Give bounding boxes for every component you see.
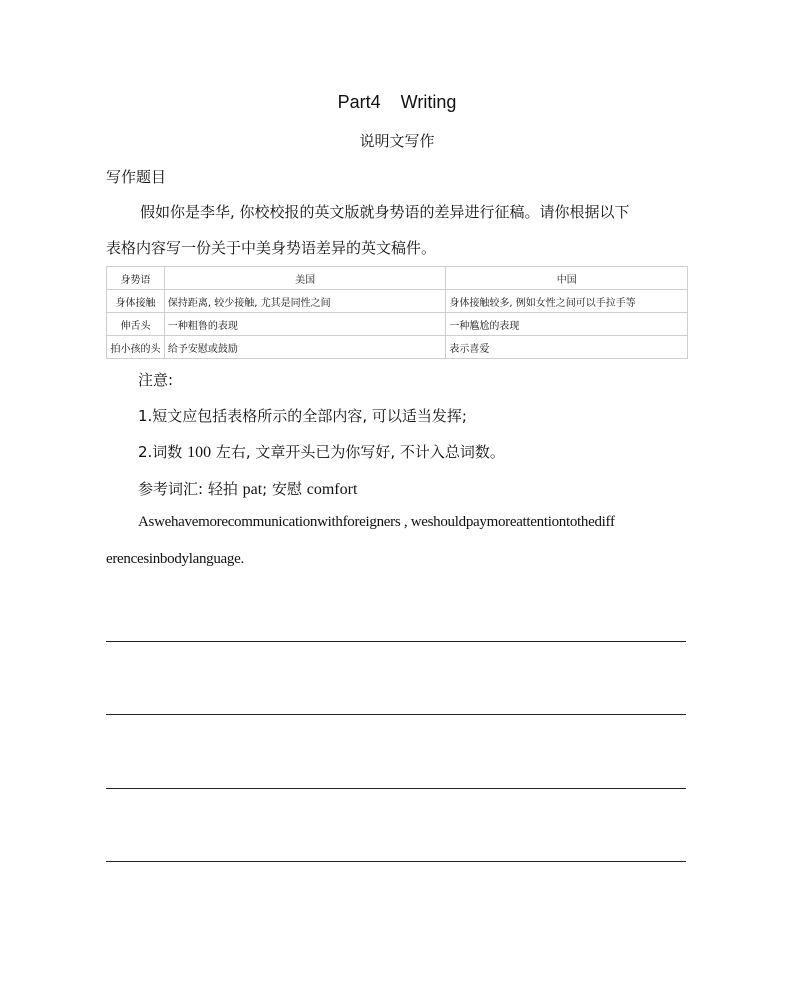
notes-heading: 注意: (138, 371, 174, 389)
note-item-2-post: 左右, 文章开头已为你写好, 不计入总词数。 (211, 443, 505, 461)
prompt-text-1: 假如你是李华, 你校校报的英文版就身势语的差异进行征稿。请你根据以下 (140, 203, 630, 221)
answer-line[interactable] (106, 861, 686, 862)
note-item-1: 1.短文应包括表格所示的全部内容, 可以适当发挥; (138, 407, 467, 425)
table-cell: 拍小孩的头 (107, 336, 165, 359)
table-header-row (107, 267, 688, 290)
vocab-mid: ; 安慰 (262, 480, 307, 498)
page-title: Part4 Writing (337, 92, 457, 112)
table-row (107, 313, 688, 336)
essay-opening-line-2: erencesinbodylanguage. (106, 551, 244, 567)
word-count: 100 (187, 444, 212, 461)
prompt-line-1 (106, 194, 686, 230)
gesture-table (106, 266, 688, 359)
table-cell: 一种尴尬的表现 (446, 313, 688, 336)
table-row (107, 290, 688, 313)
table-row (107, 336, 688, 359)
table-header-cell: 美国 (164, 267, 446, 290)
table-header-cell: 身势语 (107, 267, 165, 290)
table-cell: 身体接触较多, 例如女性之间可以手拉手等 (446, 290, 688, 313)
vocab-word-pat: pat (242, 481, 263, 498)
page-subtitle: 说明文写作 (359, 132, 435, 150)
table-header-cell: 中国 (446, 267, 688, 290)
answer-line[interactable] (106, 641, 686, 642)
answer-line[interactable] (106, 714, 686, 715)
vocab-word-comfort: comfort (306, 481, 358, 498)
table-cell: 伸舌头 (107, 313, 165, 336)
vocab-line (138, 478, 357, 499)
note-item-2-pre: 2.词数 (138, 443, 188, 461)
table-cell: 表示喜爱 (446, 336, 688, 359)
essay-opening-line-1: Aswehavemorecommunicationwithforeigners , weshouldpaymoreattentiontothediff (138, 514, 615, 530)
prompt-line-2: 表格内容写一份关于中美身势语差异的英文稿件。 (106, 239, 437, 257)
vocab-pre: 参考词汇: 轻拍 (138, 480, 243, 498)
table-cell: 身体接触 (107, 290, 165, 313)
section-label: 写作题目 (106, 168, 167, 186)
table-cell: 给予安慰或鼓励 (164, 336, 446, 359)
table-cell: 保持距离, 较少接触, 尤其是同性之间 (164, 290, 446, 313)
table-cell: 一种粗鲁的表现 (164, 313, 446, 336)
answer-line[interactable] (106, 788, 686, 789)
note-item-2 (138, 441, 505, 462)
